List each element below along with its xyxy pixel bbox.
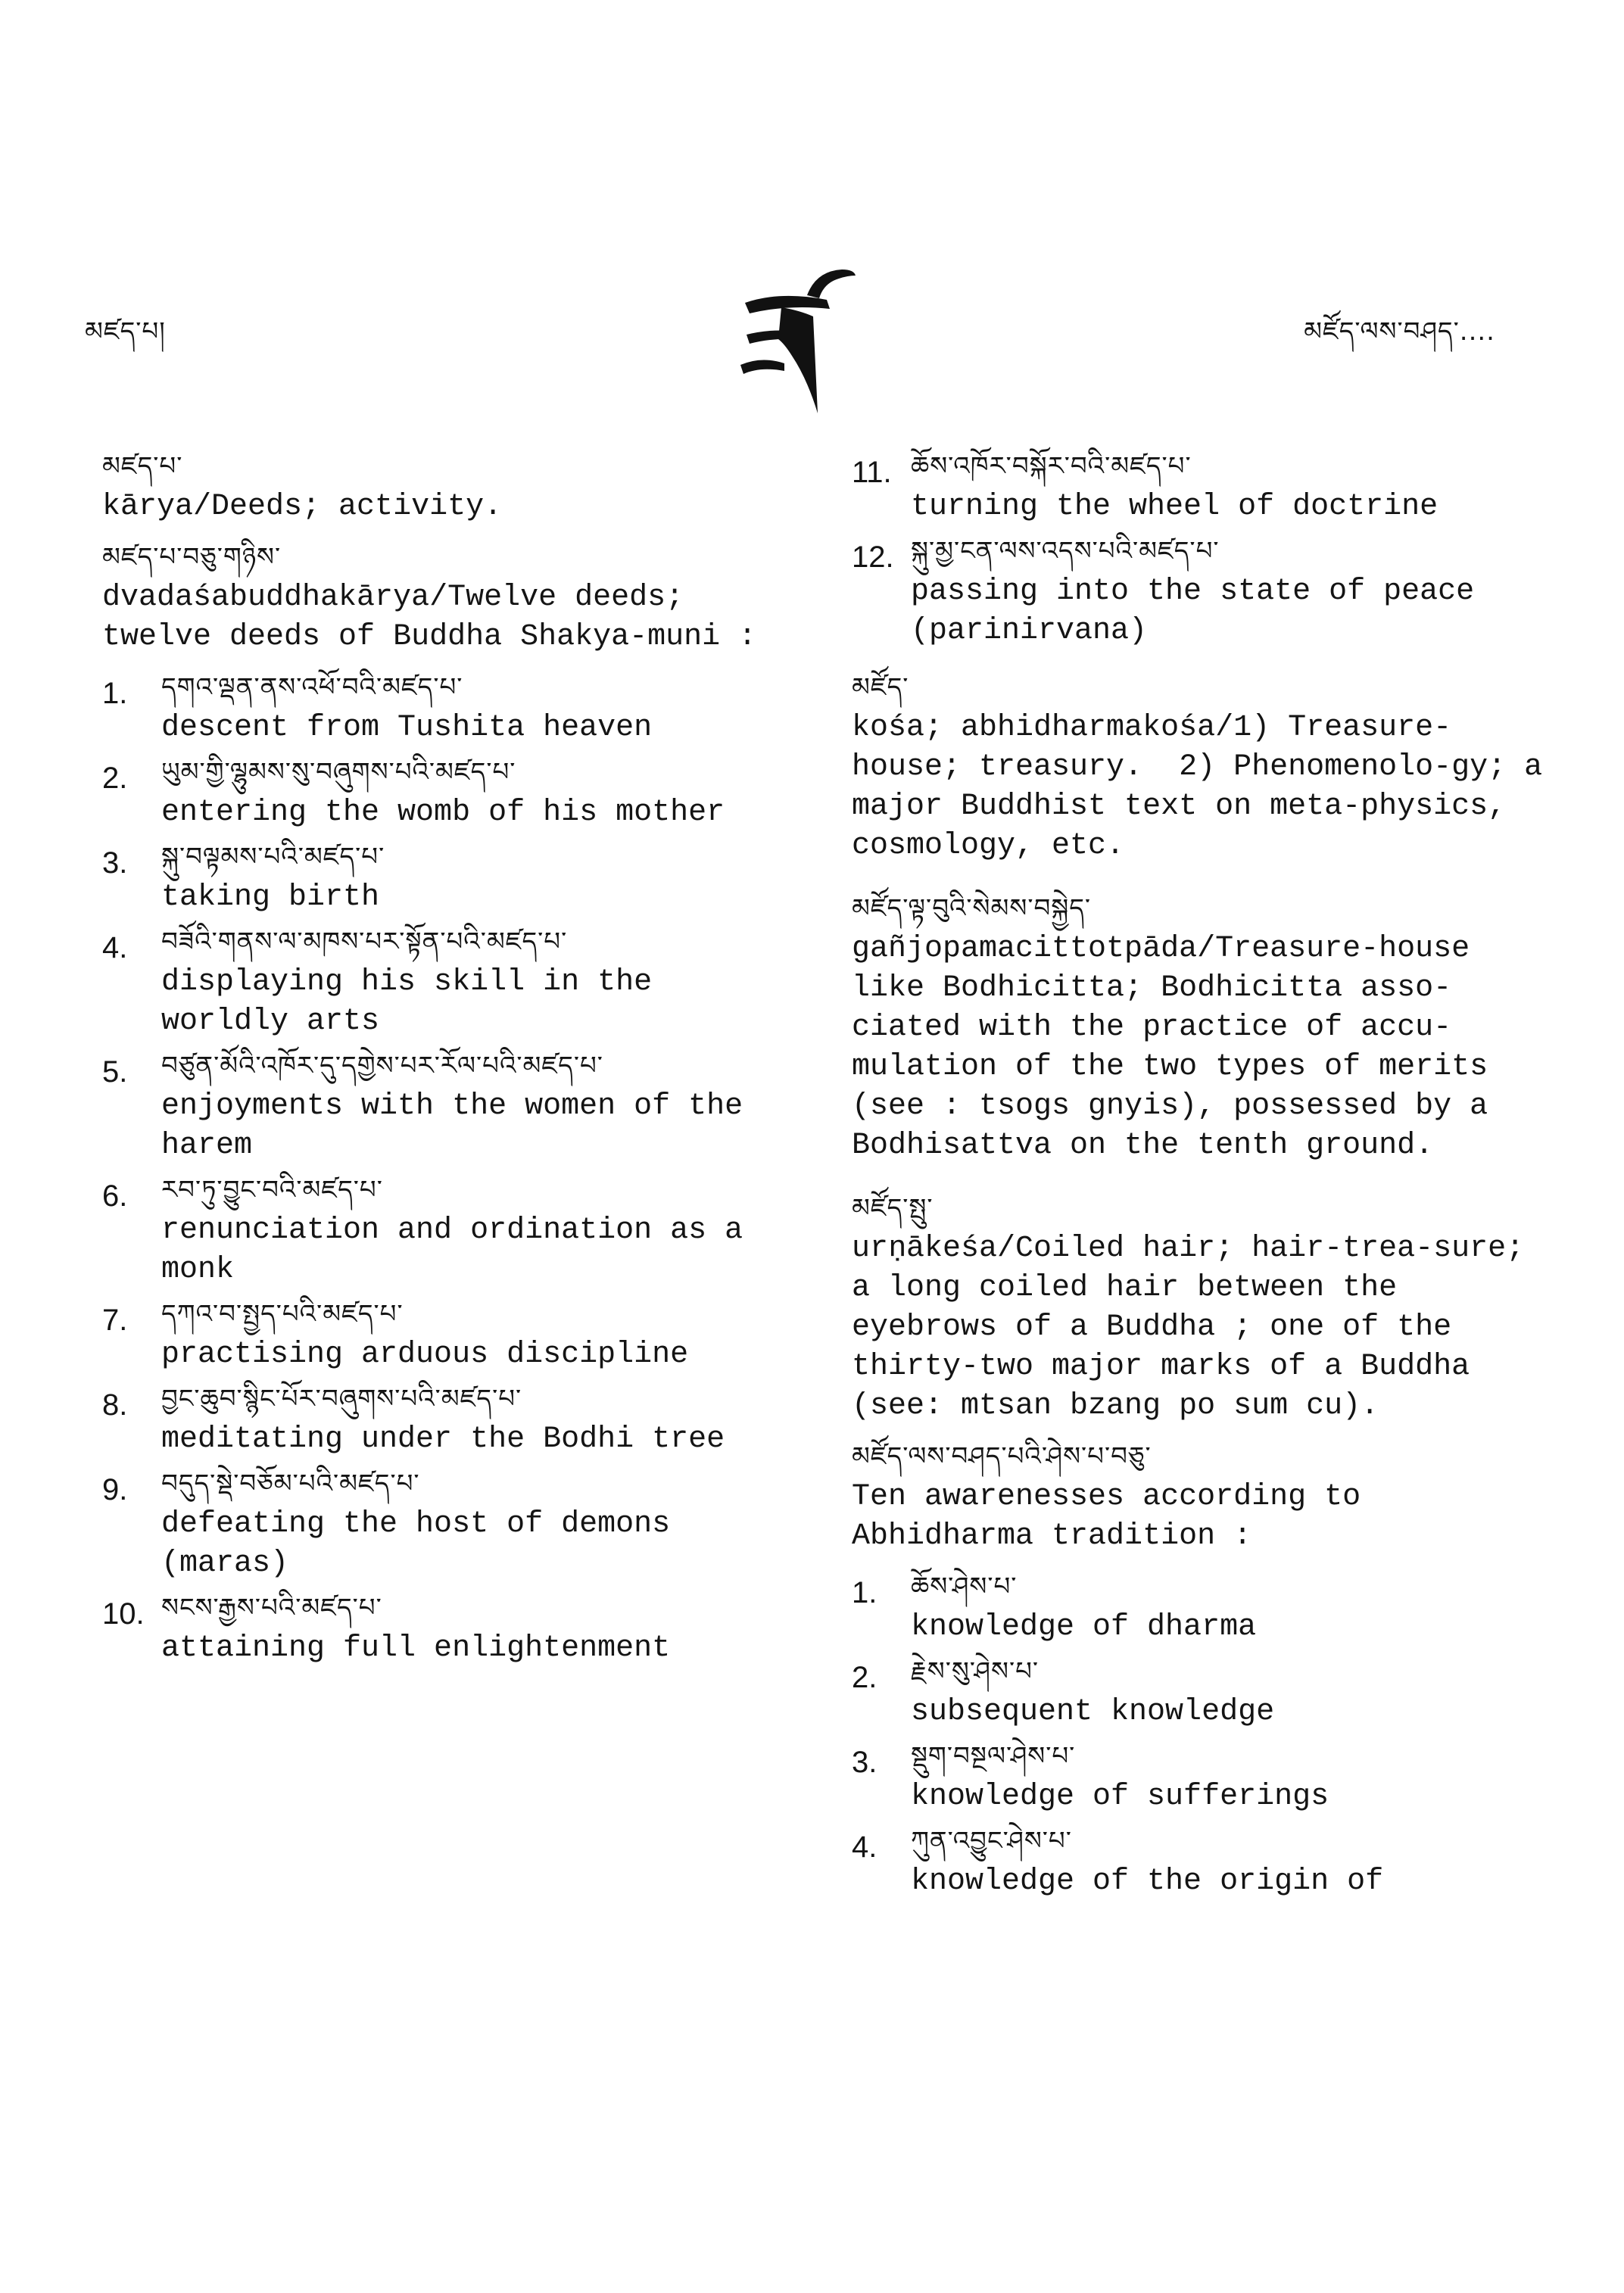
item-number: 6. (102, 1179, 128, 1213)
running-head-right: མཛོད་ལས་བཤད་.... (1304, 316, 1495, 347)
twelve-deeds-list-continued (852, 445, 1548, 651)
entry-headword: མཛོད་ (852, 672, 909, 703)
list-item (102, 921, 784, 1042)
item-number: 12. (852, 541, 894, 574)
twelve-deeds-list (102, 666, 784, 1668)
list-item (102, 751, 784, 833)
list-item (102, 836, 784, 918)
item-tibetan: བཙུན་མོའི་འཁོར་དུ་དགྱེས་པར་རོལ་པའི་མཛད་པ་ (161, 1051, 603, 1081)
item-tibetan: ཆོས་ཤེས་པ་ (911, 1572, 1018, 1602)
item-english: displaying his skill in the worldly arts (161, 965, 671, 1039)
item-english: descent from Tushita heaven (161, 711, 653, 745)
right-column (852, 445, 1561, 1905)
item-tibetan: བྱང་ཆུབ་སྙིང་པོར་བཞུགས་པའི་མཛད་པ་ (161, 1384, 522, 1414)
item-tibetan: དགའ་ལྡན་ནས་འཕོ་བའི་མཛད་པ་ (161, 672, 463, 703)
item-number: 1. (102, 677, 128, 710)
item-number: 7. (102, 1304, 128, 1337)
item-english: enjoyments with the women of the harem (161, 1089, 762, 1163)
item-tibetan: རྗེས་སུ་ཤེས་པ་ (911, 1656, 1040, 1687)
item-tibetan: ཀུན་འབྱུང་ཤེས་པ་ (911, 1826, 1072, 1856)
entry-gloss: Ten awarenesses according to Abhidharma tradition : (852, 1480, 1379, 1553)
list-item (852, 445, 1548, 527)
item-tibetan: སངས་རྒྱས་པའི་མཛད་པ་ (161, 1593, 382, 1623)
item-tibetan: སྐུ་མྱ་ངན་ལས་འདས་པའི་མཛད་པ་ (911, 536, 1220, 566)
ten-awarenesses-list (852, 1566, 1548, 1902)
list-item (102, 1378, 784, 1460)
item-english: knowledge of sufferings (911, 1780, 1329, 1814)
entry-gloss: kārya/Deeds; activity. (102, 490, 503, 524)
list-item (852, 1566, 1548, 1647)
item-number: 9. (102, 1473, 128, 1506)
list-item (102, 1169, 784, 1290)
item-english: defeating the host of demons (maras) (161, 1507, 689, 1581)
item-english: turning the wheel of doctrine (911, 490, 1439, 524)
list-item (852, 530, 1548, 651)
item-number: 2. (852, 1661, 877, 1694)
entry-gloss: gañjopamacittotpāda/Treasure-house like Bodhicitta; Bodhicitta asso-ciated with the practice of accu-mulation of the two types of merits (see : tsogs gnyis), possessed by a Bodhisattva on the tenth ground. (852, 932, 1507, 1163)
list-item (852, 1735, 1548, 1817)
section-letter-dza-icon (734, 265, 871, 416)
item-number: 8. (102, 1388, 128, 1422)
item-tibetan: སྐུ་བལྟམས་པའི་མཛད་པ་ (161, 842, 385, 872)
item-tibetan: ཆོས་འཁོར་བསྐོར་བའི་མཛད་པ་ (911, 451, 1192, 481)
item-number: 11. (852, 456, 892, 489)
entry-gloss: urṇākeśa/Coiled hair; hair-trea-sure; a long coiled hair between the eyebrows of a Buddha ; one of the thirty-two major marks of a Buddha (see: mtsan bzang po sum cu). (852, 1232, 1543, 1423)
item-number: 4. (852, 1830, 877, 1864)
list-item (102, 1045, 784, 1166)
item-tibetan: བདུད་སྡེ་བཅོམ་པའི་མཛད་པ་ (161, 1469, 420, 1499)
list-item (102, 1463, 784, 1584)
item-english: attaining full enlightenment (161, 1631, 671, 1665)
item-number: 10. (102, 1597, 145, 1631)
item-tibetan: ཡུམ་གྱི་ལྷུམས་སུ་བཞུགས་པའི་མཛད་པ་ (161, 757, 516, 787)
list-item (102, 1587, 784, 1668)
item-english: passing into the state of peace (parinirvana) (911, 575, 1493, 648)
entry-headword: མཛོད་ལས་བཤད་པའི་ཤེས་པ་བཅུ་ (852, 1441, 1152, 1472)
entry-headword: མཛད་པ་བཅུ་གཉིས་ (102, 542, 282, 572)
list-item (852, 1650, 1548, 1732)
item-number: 2. (102, 762, 128, 795)
item-number: 5. (102, 1055, 128, 1089)
item-english: meditating under the Bodhi tree (161, 1422, 725, 1456)
list-item (102, 1293, 784, 1375)
list-item (852, 1820, 1548, 1902)
item-english: subsequent knowledge (911, 1695, 1275, 1729)
entry-headword: མཛོད་ལྟ་བུའི་སེམས་བསྐྱེད་ (852, 893, 1092, 924)
entry-gloss: kośa; abhidharmakośa/1) Treasure-house; treasury. 2) Phenomenolo-gy; a major Buddhist text on meta-physics, cosmology, etc. (852, 711, 1561, 863)
item-number: 1. (852, 1576, 877, 1609)
item-english: entering the womb of his mother (161, 796, 725, 830)
item-english: taking birth (161, 880, 380, 914)
entry-headword: མཛད་པ་ (102, 451, 183, 481)
item-english: renunciation and ordination as a monk (161, 1213, 762, 1287)
item-english: knowledge of the origin of (911, 1865, 1384, 1899)
item-english: practising arduous discipline (161, 1338, 689, 1372)
item-tibetan: དཀའ་བ་སྤྱད་པའི་མཛད་པ་ (161, 1299, 404, 1329)
list-item (102, 666, 784, 748)
item-tibetan: རབ་ཏུ་བྱུང་བའི་མཛད་པ་ (161, 1175, 383, 1205)
item-tibetan: བཟོའི་གནས་ལ་མཁས་པར་སྟོན་པའི་མཛད་པ་ (161, 927, 568, 957)
entry-headword: མཛོད་སྤུ་ (852, 1193, 934, 1223)
entry-gloss: dvadaśabuddhakārya/Twelve deeds; twelve deeds of Buddha Shakya-muni : (102, 581, 757, 654)
item-number: 4. (102, 931, 128, 964)
running-head-left: མཛད་པ། (85, 316, 166, 347)
item-english: knowledge of dharma (911, 1610, 1257, 1644)
item-tibetan: སྡུག་བསྔལ་ཤེས་པ་ (911, 1741, 1076, 1771)
item-number: 3. (102, 846, 128, 880)
left-column (102, 445, 784, 1671)
item-number: 3. (852, 1746, 877, 1779)
